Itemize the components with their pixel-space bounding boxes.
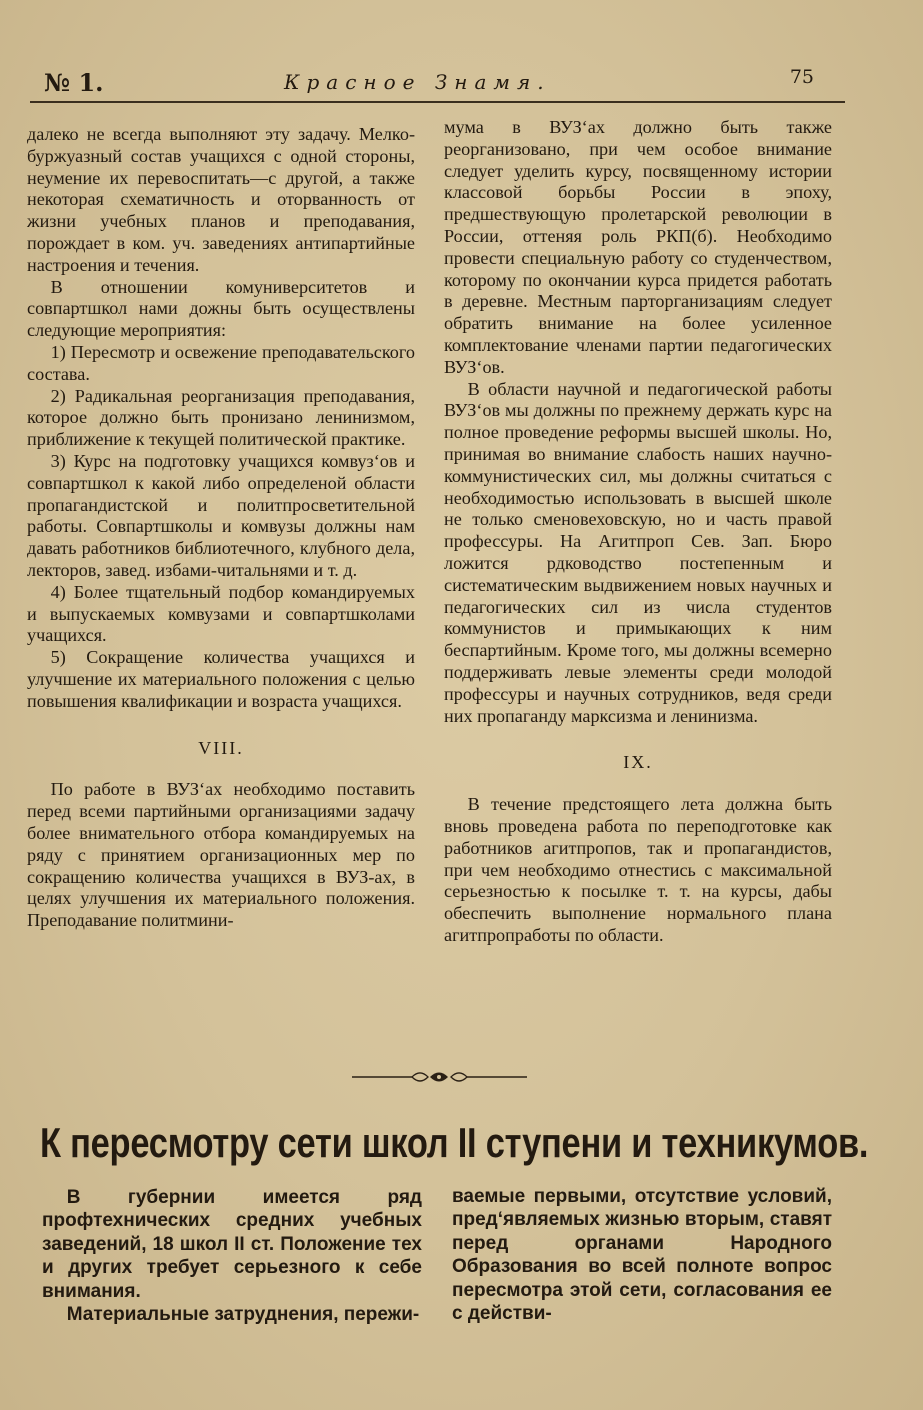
page-number: 75 <box>789 66 814 88</box>
article-headline: К пересмотру сети школ II ступени и техникумов. <box>40 1119 869 1166</box>
ornament-divider <box>352 1069 527 1085</box>
paragraph: В области научной и педагогической работы ВУЗ‘ов мы должны по прежнему держать курс на полное проведение реформы высшей школы. Но, принимая во внимание слабость наших научно-коммунистических сил, мы должны считаться с необходимостью использовать в высшей школе не только сменовеховскую, но и часть правой профессуры. На Агитпроп Сев. Зап. Бюро ложится рдководство постепенным и систематическим выдвижением новых научных и педагогических сил из числа студентов коммунистов и примыкающих к ним беспартийным. Кроме того, мы должны всемерно поддерживать левые элементы среди молодой профессуры и научных сотрудников, ведя среди них пропаганду марксизма и ленинизма. <box>444 378 832 726</box>
list-item: 1) Пересмотр и освежение преподавательского состава. <box>27 341 415 384</box>
paragraph: В течение предстоящего лета должна быть вновь проведена работа по переподготовке как работников агитпропов, так и пропагандистов, при чем необходимо отнестись с максимальной серьезностью к посылке т. т. на курсы, дабы обеспечить выполнение нормального плана агитпропработы по области. <box>444 794 832 945</box>
newspaper-title: Красное Знамя. <box>284 70 551 94</box>
header-rule <box>30 101 845 103</box>
paragraph: По работе в ВУЗ‘ах необходимо поставить перед всеми партийными организациями задачу более внимательного отбора командируемых на ряду с принятием организационных мер по сокращению количества учащихся в ВУЗ-ах, в целях улучшения их материального положения. Преподавание политмини- <box>27 779 415 931</box>
left-column <box>27 124 415 932</box>
right-column <box>444 117 832 947</box>
paragraph: В отношении комуниверситетов и совпартшкол нами дожны быть осуществлены следующие мероприятия: <box>27 276 415 341</box>
article-left-column <box>42 1186 422 1326</box>
list-item: 4) Более тщательный подбор командируемых и выпускаемых комвузами и совпартшколами учащихся. <box>27 581 415 646</box>
paragraph: мума в ВУЗ‘ах должно быть также реорганизовано, при чем особое внимание следует уделить курсу, посвященному истории классовой борьбы России в эпоху, предшествующую пролетарской революции в России, оттеняя роль РКП(б). Необходимо провести специальную работу со студенчеством, которому по окончании курса придется работать в деревне. Местным парторганизациям следует обратить внимание на более усиленное комплектование членами партии педагогических ВУЗ‘ов. <box>444 117 832 377</box>
paragraph: далеко не всегда выполняют эту задачу. Мелко-буржуазный состав учащихся с одной стороны, неумение их перевоспитать—с другой, а также некоторая схематичность и оторванность от жизни учебных планов и преподавания, порождает в ком. уч. заведениях антипартийные настроения и течения. <box>27 124 415 275</box>
section-heading: VIII. <box>198 737 244 758</box>
list-item: 3) Курс на подготовку учащихся комвуз‘ов и совпартшкол к какой либо определеной области пропагандистской и политпросветительной работы. Совпартшколы и комвузы должны нам давать работников библиотечного, клубного дела, лекторов, завед. избами-читальнями и т. д. <box>27 450 415 580</box>
paragraph: В губернии имеется ряд профтехнических средних учебных заведений, 18 школ II ст. Положение тех и других требует серьезного к себе внимания. <box>42 1187 422 1302</box>
section-heading: IX. <box>623 752 653 773</box>
paragraph: ваемые первыми, отсутствие условий, пред‘являемых жизнью вторым, ставят перед органами Народного Образования во всей полноте вопрос пересмотра этой сети, согласования ее с действи- <box>452 1186 832 1325</box>
paragraph: Материальные затруднения, пережи- <box>66 1304 420 1326</box>
page-header <box>44 62 814 96</box>
article-right-column <box>452 1185 832 1325</box>
list-item: 2) Радикальная реорганизация преподавания, которое должно быть пронизано ленинизмом, приближение к текущей политической практике. <box>27 385 415 450</box>
list-item: 5) Сокращение количества учащихся и улучшение их материального положения с целью повышения квалификации и возраста учащихся. <box>27 647 415 711</box>
issue-number: № 1. <box>44 68 104 97</box>
